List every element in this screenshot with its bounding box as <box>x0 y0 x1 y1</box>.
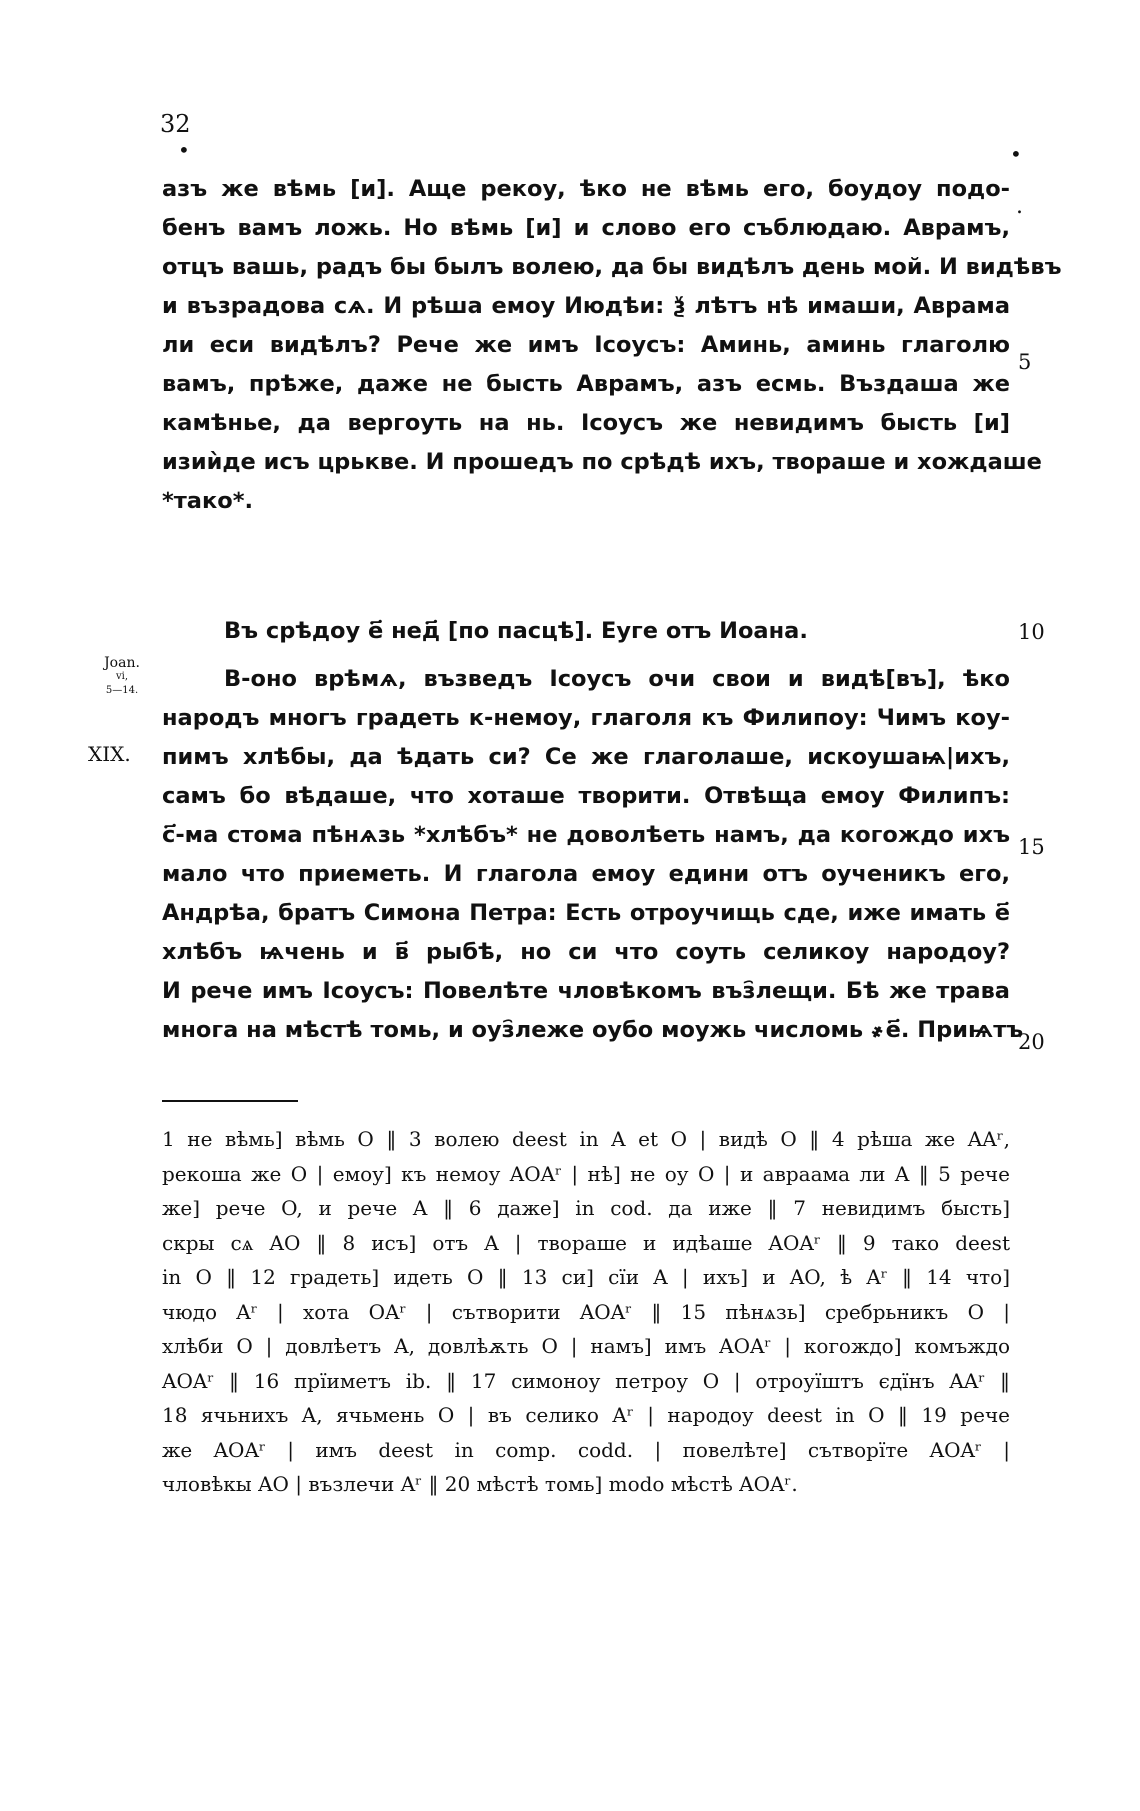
text-line: ли еси видѣлъ? Рече же имъ Iсоусъ: Аминь, аминь глаголю <box>162 332 1010 358</box>
text-line: народъ многъ градеть к-немоу, глаголя къ Филипоу: Чимъ коу- <box>162 705 1010 731</box>
lection-number: XIX. <box>88 742 131 766</box>
paragraph-1 <box>162 170 1062 521</box>
line-number: 5 <box>1018 350 1032 374</box>
footnote-line: 18 ячьнихъ A, ячьмень O | въ селико Aʳ | народоу deest in O ‖ 19 рече <box>162 1403 1010 1427</box>
lection-heading <box>162 612 1010 651</box>
text-line: *тако*. <box>162 488 254 514</box>
ink-dot: . <box>1016 194 1023 219</box>
footnote-line: чловѣкы AO | възлечи Aʳ ‖ 20 мѣстѣ томь] modo мѣстѣ AOAʳ. <box>162 1472 798 1496</box>
footnote-line: 1 не вѣмь] вѣмь O ‖ 3 волею deest in A et O | видѣ O ‖ 4 рѣша же AAʳ, <box>162 1127 1010 1151</box>
line-number: 20 <box>1018 1030 1045 1054</box>
text-line: бенъ вамъ ложь. Но вѣмь [и] и слово его съблюдаю. Аврамъ, <box>162 215 1010 241</box>
footnote-line: скры сѧ AO ‖ 8 исъ] отъ A | твораше и идѣаше AOAʳ ‖ 9 тако deest <box>162 1230 1010 1255</box>
text-line: хлѣбъ ѩчень и в҃ рыбѣ, но си что соуть селикоу народоу? <box>162 939 1010 965</box>
footnote-line: хлѣби O | довлѣетъ A, довлѣѫть O | намъ] имъ AOAʳ | когождо] комъждо <box>162 1334 1010 1358</box>
footnote-line: in O ‖ 12 градеть] идеть O ‖ 13 си] сїи A | ихъ] и AO, ѣ Aʳ ‖ 14 что] <box>162 1265 1010 1289</box>
paragraph-2 <box>162 660 1024 1050</box>
footnote-line: же AOAʳ | имъ deest in comp. codd. | повелѣте] сътворїте AOAʳ | <box>162 1437 1010 1462</box>
text-line: камѣнье, да вергоуть на нь. Iсоусъ же невидимъ бысть [и] <box>162 410 1010 436</box>
footnotes <box>162 1122 1010 1502</box>
footnote-line: рекоша же O | емоу] къ немоу AOAʳ | нѣ] не оу O | и авраама ли A ‖ 5 рече <box>162 1161 1010 1186</box>
text-line: отцъ вашь, радъ бы былъ волею, да бы видѣлъ день мой. И видѣвъ <box>162 254 1062 280</box>
ink-dot: • <box>1010 142 1022 166</box>
text-line: В-оно врѣмѧ, възведъ Iсоусъ очи свои и видѣ[въ], ѣко <box>224 666 1010 692</box>
ref-title: Joan. <box>104 655 140 671</box>
ink-dot: • <box>178 138 190 162</box>
text-line: и възрадова сѧ. И рѣша емоу Июдѣи: ѯ лѣтъ нѣ имаши, Аврама <box>162 293 1010 319</box>
text-line: пимъ хлѣбы, да ѣдать си? Се же глаголаше, искоушаѩ|ихъ, <box>162 744 1010 770</box>
text-line: изиѝде исъ црькве. И прошедъ по срѣдѣ ихъ, твораше и хождаше <box>162 449 1042 475</box>
text-line: вамъ, прѣже, даже не бысть Аврамъ, азъ есмь. Въздаша же <box>162 371 1010 397</box>
footnote-rule <box>162 1100 298 1102</box>
text-line: Андрѣа, братъ Симона Петра: Есть отроучищь сде, иже имать е҃ <box>162 900 1010 926</box>
heading-text: Въ срѣдоу е҃ нед҃ [по пасцѣ]. Еуге отъ Иоана. <box>224 618 808 644</box>
line-number: 15 <box>1018 835 1045 859</box>
footnote-line: чюдо Aʳ | хота OAʳ | сътворити AOAʳ ‖ 15 пѣнѧзь] сребрьникъ O | <box>162 1299 1010 1324</box>
text-line: многа на мѣстѣ томь, и оуз҄леже оубо моужь числомь ҂е҃. Приѩтъ <box>162 1017 1024 1043</box>
ref-chapter: vi, <box>115 671 129 682</box>
text-line: самъ бо вѣдаше, что хоташе творити. Отвѣща емоу Филипъ: <box>162 783 1010 809</box>
text-line: с҃-ма стома пѣнѧзь *хлѣбъ* не доволѣеть намъ, да когождо ихъ <box>162 822 1010 848</box>
margin-reference <box>94 656 150 698</box>
text-line: азъ же вѣмь [и]. Аще рекоу, ѣко не вѣмь его, боудоу подо- <box>162 176 1010 202</box>
text-line: И рече имъ Iсоусъ: Повелѣте чловѣкомъ въз҄лещи. Бѣ же трава <box>162 978 1010 1004</box>
footnote-line: AOAʳ ‖ 16 прїиметъ ib. ‖ 17 симоноу петроу O | отроуїштъ єдїнъ AAʳ ‖ <box>162 1368 1010 1393</box>
line-number: 10 <box>1018 620 1045 644</box>
text-line: мало что приеметь. И глагола емоу едини отъ оученикъ его, <box>162 861 1010 887</box>
ref-verses: 5—14. <box>105 685 139 696</box>
page-number: 32 <box>160 110 191 138</box>
footnote-line: же] рече O, и рече A ‖ 6 даже] in cod. да иже ‖ 7 невидимъ бысть] <box>162 1196 1010 1220</box>
